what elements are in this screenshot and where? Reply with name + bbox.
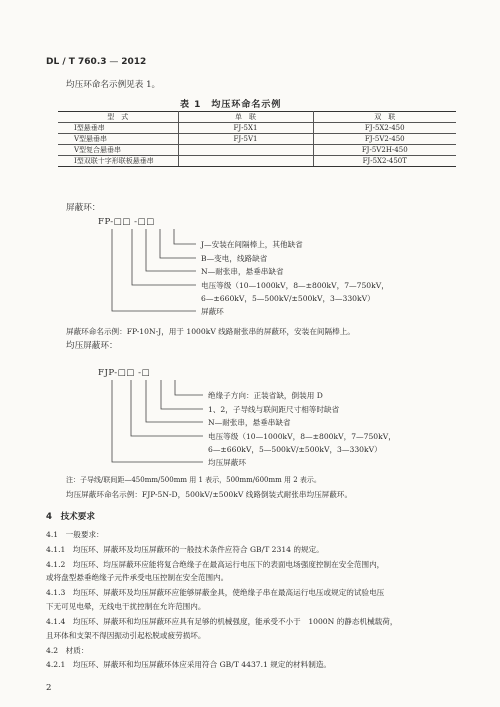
clause-4-1-2: 4.1.2 均压环、均压屏蔽环应能将复合绝缘子在最高运行电压下的表面电场强度控制在安全范围内，: [46, 560, 385, 569]
grading-shield-label: 1、2，子导线与联间距尺寸相等时缺省: [208, 405, 340, 414]
table-cell: FJ-5V2-450: [313, 134, 456, 145]
grading-shield-label: 电压等级（10—1000kV，8—±800kV，7—750kV，: [208, 432, 396, 441]
clause-4-1-4: 4.1.4 均压环、屏蔽环和均压屏蔽环应具有足够的机械强度，能承受不小于 1000N 的静态机械载荷，: [46, 617, 398, 626]
table-cell: FJ-5V2H-450: [313, 145, 456, 156]
clause-4-1-2-cont: 或将盘型悬垂绝缘子元件承受电压控制在安全范围内。: [46, 573, 229, 582]
table-cell: Ⅴ型复合悬垂串: [58, 145, 178, 156]
grading-shield-example: 均压屏蔽环命名示例：FJP-5N-D，500kV/±500kV 线路倒装式耐张串均压屏蔽环。: [66, 490, 353, 499]
grading-shield-code: FJP-□□ -□: [98, 368, 151, 378]
table-cell: Ⅰ型悬垂串: [58, 123, 178, 134]
shield-title: 屏蔽环：: [66, 203, 101, 213]
clause-4-1: 4.1 一般要求：: [46, 530, 104, 539]
table-cell: Ⅴ型悬垂串: [58, 134, 178, 145]
shield-example: 屏蔽环命名示例：FP-10N-J，用于 1000kV 线路耐张串的屏蔽环，安装在间隔棒上。: [66, 327, 355, 336]
section-heading: 4 技术要求: [46, 512, 95, 522]
table-cell: FJ-5X1: [178, 123, 313, 134]
table-cell: Ⅰ型双联十字形联板悬垂串: [58, 156, 178, 167]
standard-code: DL / T 760.3 — 2012: [46, 57, 147, 67]
shield-label: 电压等级（10—1000kV，8—±800kV，7—750kV，: [201, 281, 389, 290]
clause-4-1-3: 4.1.3 均压环、屏蔽环及均压屏蔽环应能够屏蔽金具，使绝缘子串在最高运行电压或规定的试验电压: [46, 588, 385, 597]
shield-label: N—耐张串，悬垂串缺省: [201, 267, 284, 276]
grading-shield-label: 6—±660kV，5—500kV/±500kV，3—330kV）: [208, 445, 382, 454]
table-cell: FJ-5V1: [178, 134, 313, 145]
clause-4-1-3-cont: 下无可见电晕，无线电干扰控制在允许范围内。: [46, 602, 206, 611]
shield-label: 6—±660kV，5—500kV/±500kV，3—330kV）: [201, 294, 375, 303]
clause-4-2: 4.2 材质：: [46, 646, 89, 655]
page-number: 2: [46, 683, 52, 693]
grading-shield-title: 均压屏蔽环：: [66, 341, 118, 351]
table-caption: 表 1 均压环命名示例: [180, 100, 282, 110]
grading-shield-label: 绝缘子方向：正装省缺，倒装用 D: [208, 391, 323, 400]
shield-label: B—变电，线路缺省: [201, 254, 268, 263]
table-cell: FJ-5X2-450: [313, 123, 456, 134]
clause-4-2-1: 4.2.1 均压环、屏蔽环和均压屏蔽环体应采用符合 GB/T 4437.1 规定的材料制造。: [46, 660, 332, 669]
col-header-type: 型 式: [58, 112, 178, 123]
shield-code: FP-□□ -□□: [98, 217, 155, 227]
clause-4-1-1: 4.1.1 均压环、屏蔽环及均压屏蔽环的一般技术条件应符合 GB/T 2314 的规定。: [46, 545, 324, 554]
grading-shield-label: N—耐张串，悬垂串缺省: [208, 418, 291, 427]
clause-4-1-4-cont: 且环体和支架不得因振动引起松脱或疲劳损坏。: [46, 631, 206, 640]
col-header-single: 单 联: [178, 112, 313, 123]
grading-shield-label: 均压屏蔽环: [208, 458, 246, 467]
table-cell: FJ-5X2-450T: [313, 156, 456, 167]
col-header-double: 双 联: [313, 112, 456, 123]
grading-shield-note: 注：子导线/联间距—450mm/500mm 用 1 表示，500mm/600mm 用 2 表示。: [66, 476, 321, 484]
shield-label: J—安装在间隔棒上，其他缺省: [201, 240, 303, 249]
shield-label: 屏蔽环: [201, 307, 224, 316]
intro-text: 均压环命名示例见表 1。: [66, 80, 161, 90]
